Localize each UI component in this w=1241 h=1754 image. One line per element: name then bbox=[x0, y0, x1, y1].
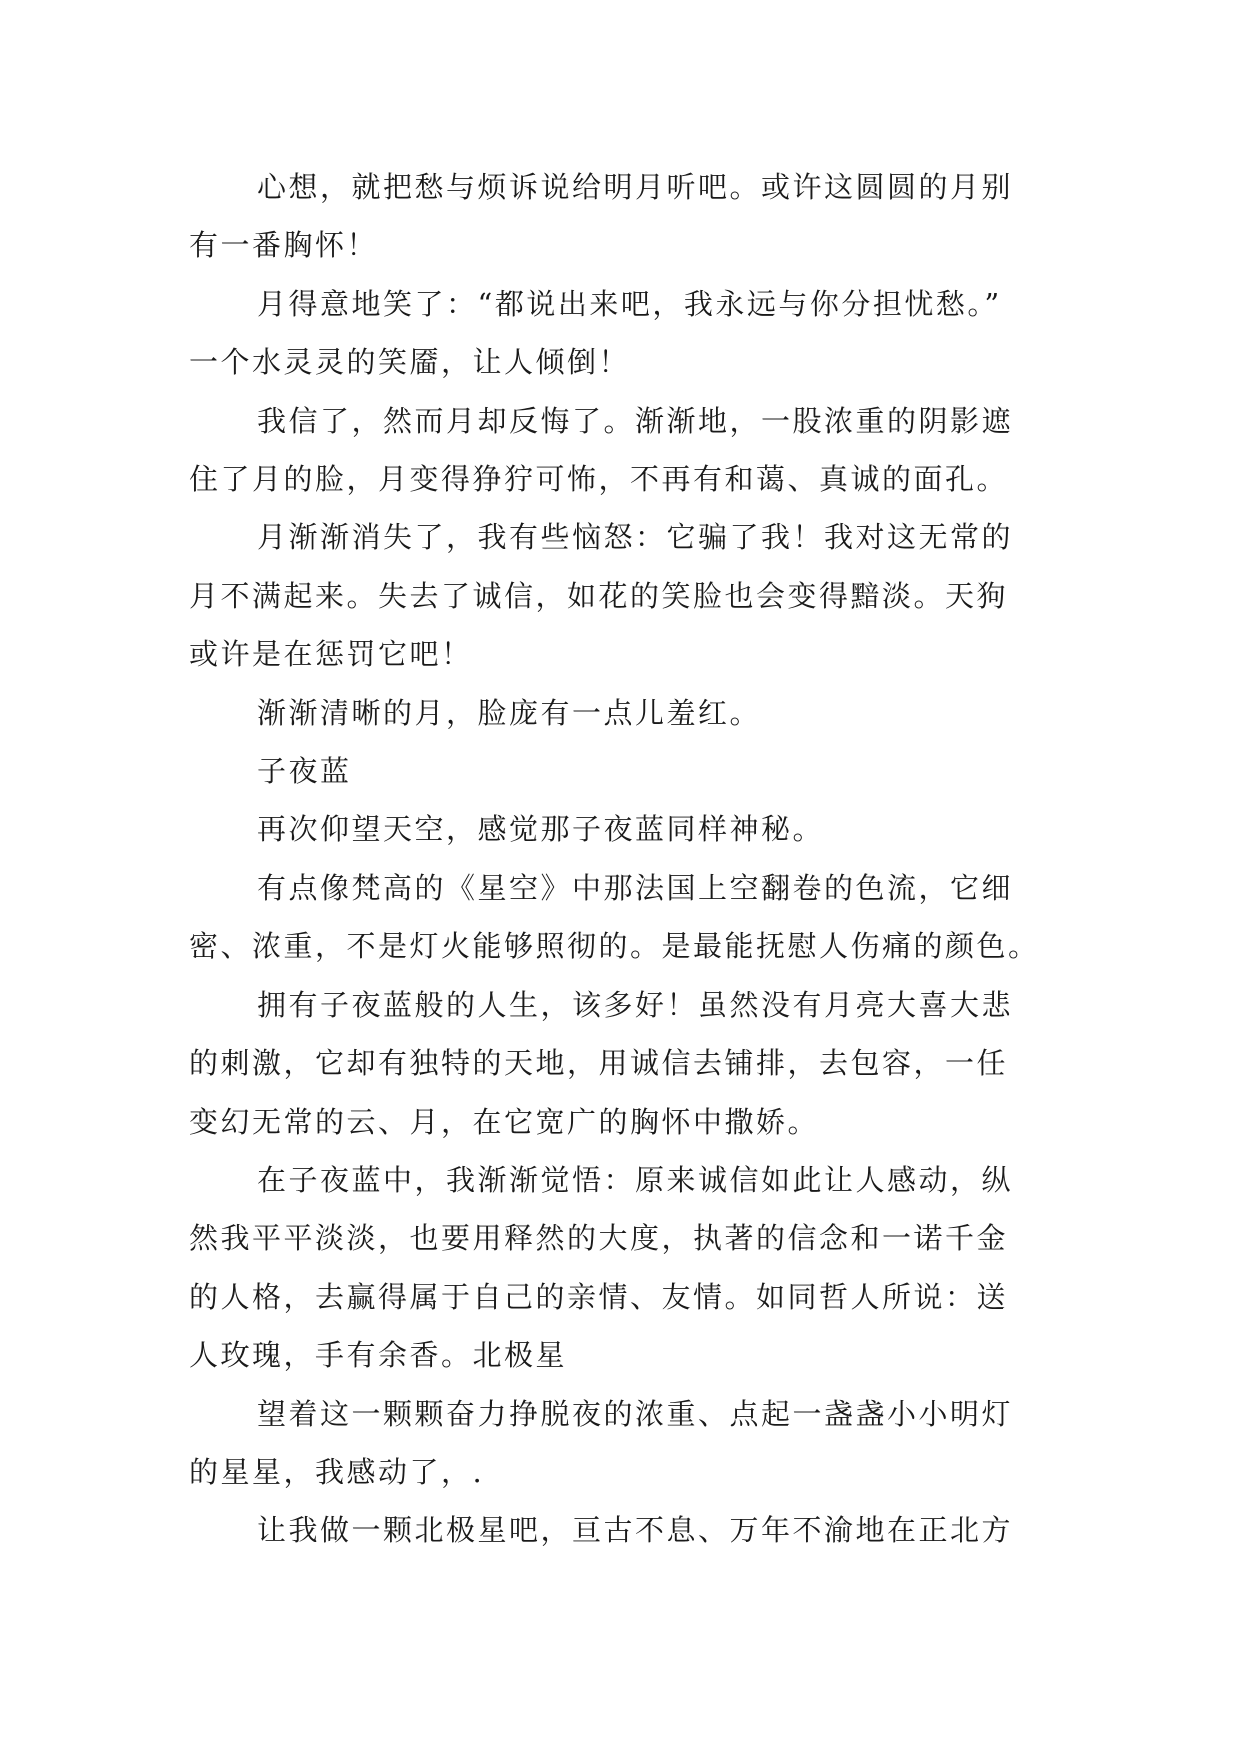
text-line: 月渐渐消失了，我有些恼怒：它骗了我！我对这无常的 bbox=[257, 520, 1014, 555]
text-line: 月得意地笑了：“都说出来吧，我永远与你分担忧愁。” bbox=[257, 286, 1002, 321]
text-line: 我信了，然而月却反悔了。渐渐地，一股浓重的阴影遮 bbox=[257, 403, 1014, 438]
text-line: 人玫瑰，手有余香。北极星 bbox=[189, 1338, 568, 1373]
text-line: 月不满起来。失去了诚信，如花的笑脸也会变得黯淡。天狗 bbox=[189, 578, 1009, 613]
text-line: 让我做一颗北极星吧，亘古不息、万年不渝地在正北方 bbox=[257, 1513, 1014, 1548]
text-line: 拥有子夜蓝般的人生，该多好！虽然没有月亮大喜大悲 bbox=[257, 987, 1014, 1022]
text-line: 心想，就把愁与烦诉说给明月听吧。或许这圆圆的月别 bbox=[257, 170, 1014, 204]
text-line: 或许是在惩罚它吧！ bbox=[189, 637, 473, 672]
text-line: 的刺激，它却有独特的天地，用诚信去铺排，去包容，一任 bbox=[189, 1046, 1009, 1081]
text-line: 的星星，我感动了，. bbox=[189, 1454, 485, 1489]
document-body bbox=[189, 158, 1049, 1560]
text-line: 有一番胸怀！ bbox=[189, 228, 379, 263]
text-line: 的人格，去赢得属于自己的亲情、友情。如同哲人所说：送 bbox=[189, 1279, 1009, 1314]
text-line: 住了月的脸，月变得狰狞可怖，不再有和蔼、真诚的面孔。 bbox=[189, 462, 1009, 497]
text-line: 望着这一颗颗奋力挣脱夜的浓重、点起一盏盏小小明灯 bbox=[257, 1396, 1014, 1431]
text-line: 再次仰望天空，感觉那子夜蓝同样神秘。 bbox=[257, 812, 825, 847]
text-line: 子夜蓝 bbox=[257, 754, 352, 789]
text-line: 密、浓重，不是灯火能够照彻的。是最能抚慰人伤痛的颜色。 bbox=[189, 929, 1040, 964]
text-line: 渐渐清晰的月，脸庞有一点儿羞红。 bbox=[257, 695, 762, 730]
text-line: 一个水灵灵的笑靥，让人倾倒！ bbox=[189, 345, 631, 380]
text-line: 在子夜蓝中，我渐渐觉悟：原来诚信如此让人感动，纵 bbox=[257, 1162, 1014, 1197]
text-line: 有点像梵高的《星空》中那法国上空翻卷的色流，它细 bbox=[257, 870, 1014, 905]
text-line: 变幻无常的云、月，在它宽广的胸怀中撒娇。 bbox=[189, 1104, 820, 1139]
text-line: 然我平平淡淡，也要用释然的大度，执著的信念和一诺千金 bbox=[189, 1221, 1009, 1256]
